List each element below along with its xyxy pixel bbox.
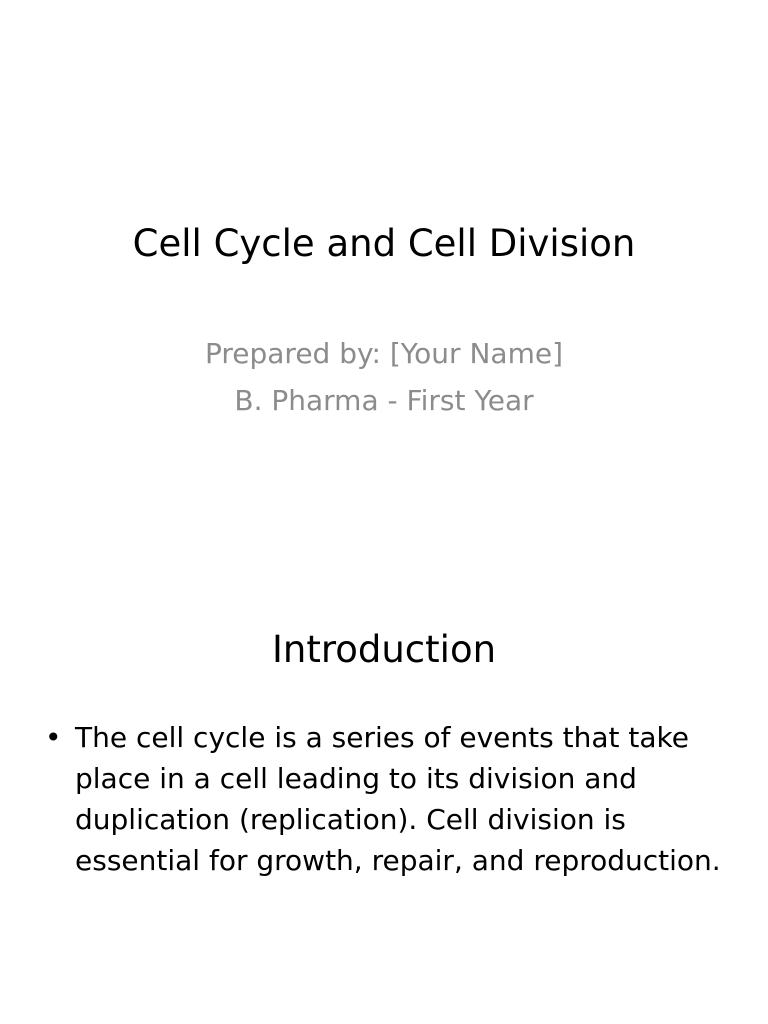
slide-title: Introduction [271,628,497,671]
slide-subtitle [0,330,768,424]
bullet-item [45,717,735,881]
slide-title: Cell Cycle and Cell Division [132,222,636,265]
bullet-icon: • [45,721,62,754]
subtitle-course: B. Pharma - First Year [234,384,534,417]
bullet-text: The cell cycle is a series of events that take place in a cell leading to its division and duplication (replication). Cell division is essential for growth, repair, and reproduction. [75,721,721,877]
subtitle-author: Prepared by: [Your Name] [204,337,563,370]
bullet-list [45,717,735,881]
introduction-slide [0,576,768,1024]
